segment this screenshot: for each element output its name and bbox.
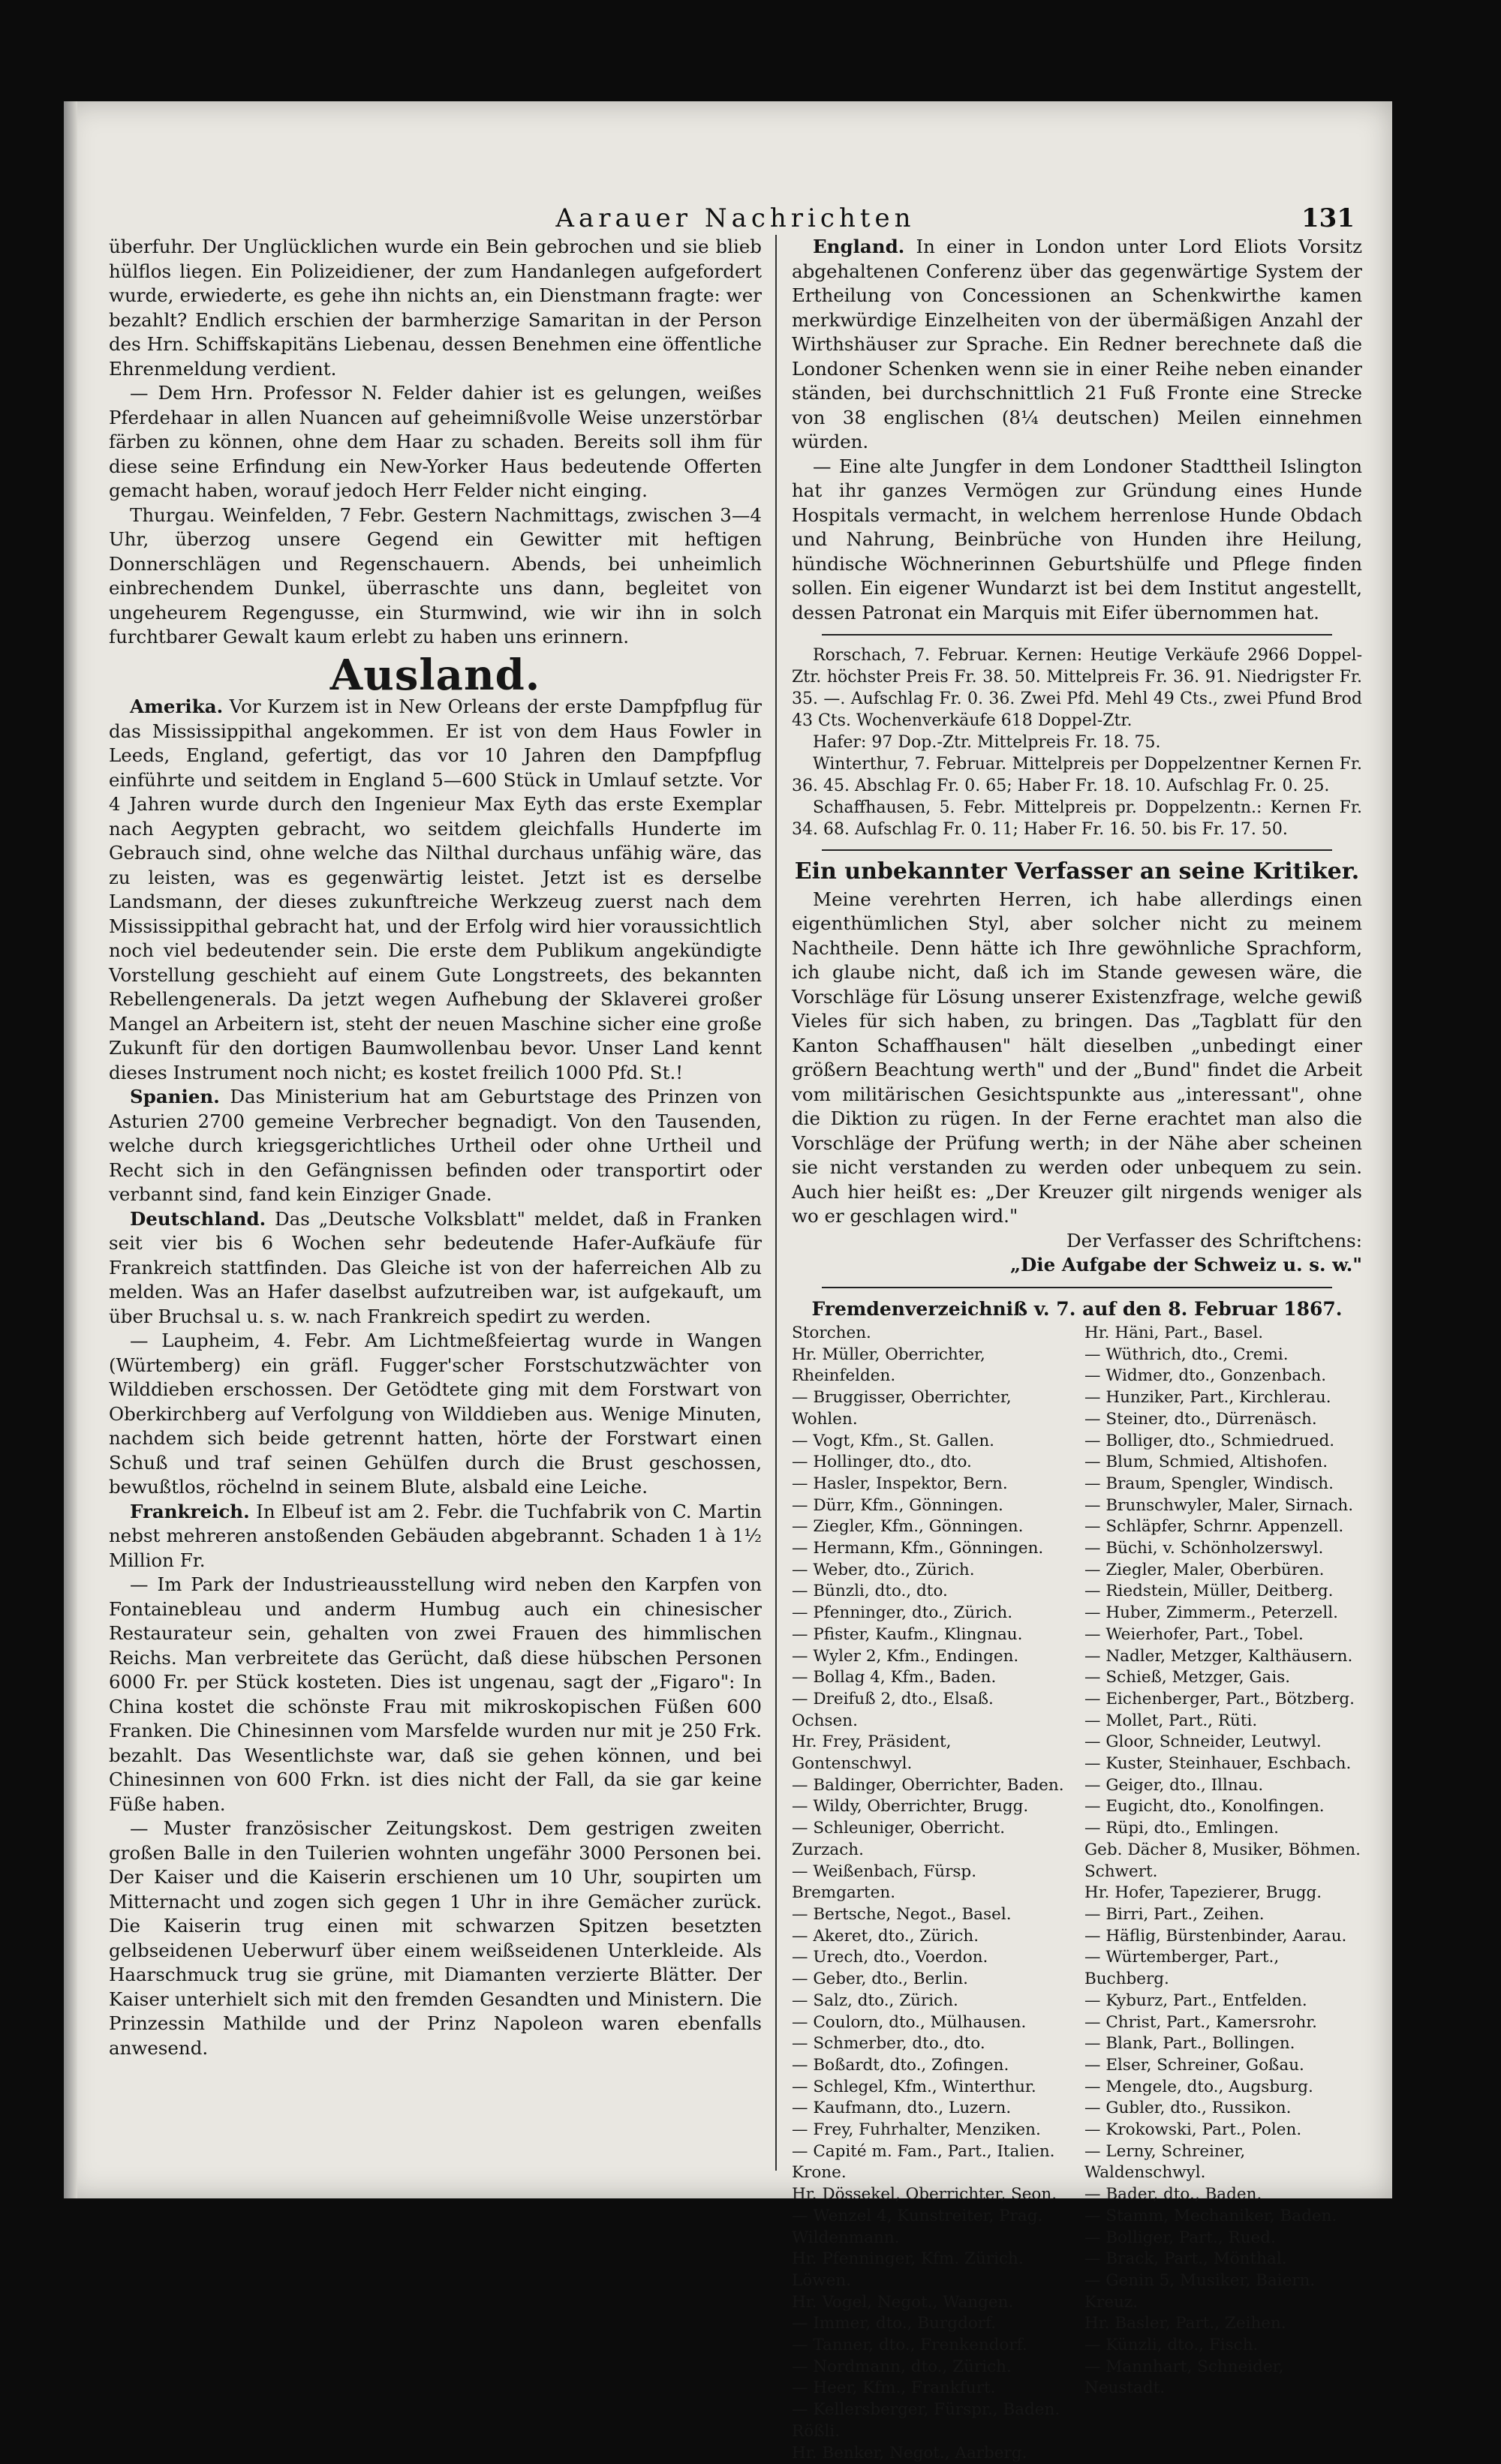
article-park: — Im Park der Industrieausstellung wird neben den Karpfen von Fontainebleau und anderm Humbug auch ein chinesischer Restaurateur sein, gehalten von zwei Frauen des himmlischen Reichs. Man verbreitete das Gerücht, daß diese hübschen Personen 6000 Fr. per Stück kosteten. Dies ist ungenau, sagt der „Figaro": In China kostet die schönste Frau mit mikroskopischen Füßen 600 Franken. Die Chinesinnen vom Marsfelde wurden nur mit je 250 Frk. bezahlt. Das Wesentlichste war, daß sie gehen können, und bei Chinesinnen von 600 Frkn. ist dies nicht der Fall, da sie gar keine Füße haben. xyxy=(109,1573,762,1815)
column-divider xyxy=(775,235,777,2171)
article-frankreich xyxy=(109,1500,762,1573)
section-heading-ausland: Ausland. xyxy=(329,650,541,700)
divider-rule xyxy=(822,634,1332,636)
fremden-list-left: Storchen. Hr. Müller, Oberrichter, Rheinfelden. — Bruggisser, Oberrichter, Wohlen. — Vogt, Kfm., St. Gallen. — Hollinger, dto., dto. — Hasler, Inspektor, Bern. — Dürr, Kfm., Gönningen. — Ziegler, Kfm., Gönningen. — Hermann, Kfm., Gönningen. — Weber, dto., Zürich. — Bünzli, dto., dto. — Pfenninger, dto., Zürich. — Pfister, Kaufm., Klingnau. — Wyler 2, Kfm., Endingen. — Bollag 4, Kfm., Baden. — Dreifuß 2, dto., Elsaß. Ochsen. Hr. Frey, Präsident, Gontenschwyl. — Baldinger, Oberrichter, Baden. — Wildy, Oberrichter, Brugg. — Schleuniger, Oberricht. Zurzach. — Weißenbach, Fürsp. Bremgarten. — Bertsche, Negot., Basel. — Akeret, dto., Zürich. — Urech, dto., Voerdon. — Geber, dto., Berlin. — Salz, dto., Zürich. — Coulorn, dto., Mülhausen. — Schmerber, dto., dto. — Boßardt, dto., Zofingen. — Schlegel, Kfm., Winterthur. — Kaufmann, dto., Luzern. — Frey, Fuhrhalter, Menziken. — Capité m. Fam., Part., Italien. Krone. Hr. Dössekel, Oberrichter, Seon. — Wenzel 4, Kunstreiter, Prag. Wildenmann. Hr. Pfenninger, Kfm. Zürich. Löwen. Hr. Vogel, Negot., Wangen. — Immer, dto., Burgdorf. — Tanner, dto., Frenkendorf. — Nordmann, dto., Zürich. — Heer, Kfm., Frankfurt. — Kellersberger, Fürspr., Baden. Rößli. Hr. Benker, Negot., Aarberg. xyxy=(792,1324,1064,2462)
article-accident-end: überfuhr. Der Unglücklichen wurde ein Bein gebrochen und sie blieb hülflos liegen. Ein Polizeidiener, der zum Handanlegen aufgefordert wurde, erwiederte, es gehe ihn nichts an, ein Dienstmann fragte: wer bezahlt? Endlich erschien der barmherzige Samaritan in der Person des Hrn. Schiffskapitäns Liebenau, dessen Benehmen eine öffentliche Ehrenmeldung verdient. xyxy=(109,236,762,380)
deutschland-lead: Deutschland. xyxy=(130,1207,266,1230)
fremden-list-right: Hr. Häni, Part., Basel. — Wüthrich, dto., Cremi. — Widmer, dto., Gonzenbach. — Hunziker, Part., Kirchlerau. — Steiner, dto., Dürrenäsch. — Bolliger, dto., Schmiedrued. — Blum, Schmied, Altishofen. — Braum, Spengler, Windisch. — Brunschwyler, Maler, Sirnach. — Schläpfer, Schrnr. Appenzell. — Büchi, v. Schönholzerswyl. — Ziegler, Maler, Oberbüren. — Riedstein, Müller, Deitberg. — Huber, Zimmerm., Peterzell. — Weierhofer, Part., Tobel. — Nadler, Metzger, Kalthäusern. — Schieß, Metzger, Gais. — Eichenberger, Part., Bötzberg. — Mollet, Part., Rüti. — Gloor, Schneider, Leutwyl. — Kuster, Steinhauer, Eschbach. — Geiger, dto., Illnau. — Eugicht, dto., Konolfingen. — Rüpi, dto., Emlingen. Geb. Dächer 8, Musiker, Böhmen. Schwert. Hr. Hofer, Tapezierer, Brugg. — Birri, Part., Zeihen. — Häflig, Bürstenbinder, Aarau. — Würtemberger, Part., Buchberg. — Kyburz, Part., Entfelden. — Christ, Part., Kamersrohr. — Blank, Part., Bollingen. — Elser, Schreiner, Goßau. — Mengele, dto., Augsburg. — Gubler, dto., Russikon. — Krokowski, Part., Polen. — Lerny, Schreiner, Waldenschwyl. — Bader, dto., Baden. — Stamm, Mechaniker, Baden. — Bolliger, Part., Rued. — Brack, Part., Mönthal. — Genin 5, Musiker, Baiern. Kreuz. Hr. Basler, Part., Zeihen. — Künzli, dto., Fisch. — Mannhart, Schneider, Neustadt. xyxy=(1084,1324,1361,2398)
article-deutschland xyxy=(109,1207,762,1330)
frankreich-text: In Elbeuf ist am 2. Febr. die Tuchfabrik von C. Martin nebst mehreren anstoßenden Gebäuden abgebrannt. Schaden 1 à 1½ Million Fr. xyxy=(109,1500,762,1571)
article-felder: — Dem Hrn. Professor N. Felder dahier ist es gelungen, weißes Pferdehaar in allen Nuancen auf geheimnißvolle Weise unzerstörbar färben zu können, ohne dem Haar zu schaden. Bereits soll ihm für diese seine Erfindung ein New-Yorker Haus bedeutende Offerten gemacht haben, worauf jedoch Herr Felder nicht einging. xyxy=(109,382,762,501)
england-text: In einer in London unter Lord Eliots Vorsitz abgehaltenen Conferenz über das gegenwärtige System der Ertheilung von Concessionen an Schenkwirthe kamen merkwürdige Einzelheiten von der übermäßigen Anzahl der Wirthshäuser zur Sprache. Ein Redner berechnete daß die Londoner Schenken wenn sie in einer Reihe neben einander ständen, bei durchschnittlich 21 Fuß Fronte eine Strecke von 38 englischen (8¼ deutschen) Meilen einnehmen würden. xyxy=(792,236,1362,452)
divider-rule xyxy=(822,849,1332,851)
page-number: 131 xyxy=(1301,203,1355,233)
article-thurgau: Thurgau. Weinfelden, 7 Febr. Gestern Nachmittags, zwischen 3—4 Uhr, überzog unsere Gegend ein Gewitter mit heftigen Donnerschlägen und Regenschauern. Abends, bei unheimlich einbrechendem Dunkel, überraschte uns dann, begleitet von ungeheurem Regengusse, ein Sturmwind, wie wir ihn in solch furchtbarer Gewalt kaum erlebt zu haben uns erinnern. xyxy=(109,503,762,648)
article-muster: — Muster französischer Zeitungskost. Dem gestrigen zweiten großen Balle in den Tuilerien wohnten ungefähr 3000 Personen bei. Der Kaiser und die Kaiserin erschienen um 10 Uhr, soupirten um Mitternacht und zogen sich gegen 1 Uhr in ihre Gemächer zurück. Die Kaiserin trug einen mit schwarzen Spitzen besetzten gelbseidenen Ueberwurf über einem weißseidenen Unterkleide. Als Haarschmuck trug sie grüne, mit Diamanten verzierte Blätter. Der Kaiser unterhielt sich mit den fremden Gesandten und Ministern. Die Prinzessin Mathilde und der Prinz Napoleon waren ebenfalls anwesend. xyxy=(109,1817,762,2059)
market-schaffhausen: Schaffhausen, 5. Febr. Mittelpreis pr. Doppelzentn.: Kernen Fr. 34. 68. Aufschlag Fr. 0. 11; Haber Fr. 16. 50. bis Fr. 17. 50. xyxy=(792,798,1362,839)
article-england xyxy=(792,235,1362,455)
newspaper-title: Aarauer Nachrichten xyxy=(555,203,916,233)
article-amerika xyxy=(109,695,762,1085)
letter-title: Ein unbekannter Verfasser an seine Kritiker. xyxy=(794,858,1360,885)
letter-body: Meine verehrten Herren, ich habe allerdings einen eigenthümlichen Styl, aber solcher nicht zu meinem Nachtheile. Denn hätte ich Ihre gewöhnliche Sprachform, ich glaube nicht, daß ich im Stande gewesen wäre, die Vorschläge für Lösung unserer Existenzfrage, welche gewiß Vieles für sich haben, zu bringen. Das „Tagblatt für den Kanton Schaffhausen" hält dieselben „unbedingt einer größern Beachtung werth" und der „Bund" findet die Arbeit vom militärischen Gesichtspunkte aus „interessant", ohne die Diktion zu rügen. In der Ferne erachtet man also die Vorschläge der Prüfung werth; in der Nähe aber scheinen sie nicht verstanden zu werden oder unbequem zu sein. Auch hier heißt es: „Der Kreuzer gilt nirgends weniger als wo er geschlagen wird." xyxy=(792,888,1362,1227)
frankreich-lead: Frankreich. xyxy=(130,1500,250,1522)
fremden-list xyxy=(792,1323,1362,2464)
article-spanien xyxy=(109,1085,762,1207)
deutschland-text: Das „Deutsche Volksblatt" meldet, daß in Franken seit vier bis 6 Wochen sehr bedeutende Hafer-Aufkäufe für Frankreich stattfinden. Das Gleiche ist von der haferreichen Alb zu melden. Was an Hafer daselbst aufzutreiben war, ist aufgekauft, um über Bruchsal u. s. w. nach Frankreich spedirt zu werden. xyxy=(109,1207,762,1327)
letter-signature: Der Verfasser des Schriftchens: xyxy=(1066,1229,1362,1252)
england-lead: England. xyxy=(813,236,905,257)
fremden-title: Fremdenverzeichniß v. 7. auf den 8. Februar 1867. xyxy=(811,1297,1343,1320)
page-header xyxy=(109,197,1362,235)
market-hafer: Hafer: 97 Dop.-Ztr. Mittelpreis Fr. 18. 75. xyxy=(813,733,1161,752)
article-laupheim: — Laupheim, 4. Febr. Am Lichtmeßfeiertag wurde in Wangen (Würtemberg) ein gräfl. Fugger'scher Forstschutzwächter von Wilddieben erschossen. Der Getödtete ging mit dem Forstwart von Oberkirchberg auf Verfolgung von Wilddieben aus. Wenige Minuten, nachdem sich beide getrennt hatten, hörte der Forstwart einen Schuß und traf seinen Gehülfen durch die Brust geschossen, bewußtlos, röchelnd in seinem Blute, alsbald eine Leiche. xyxy=(109,1330,762,1498)
spanien-lead: Spanien. xyxy=(130,1086,220,1107)
divider-rule xyxy=(822,1287,1332,1288)
market-winterthur: Winterthur, 7. Februar. Mittelpreis per Doppelzentner Kernen Fr. 36. 45. Abschlag Fr. 0. 65; Haber Fr. 18. 10. Aufschlag Fr. 0. 25. xyxy=(792,755,1362,795)
market-rorschach: Rorschach, 7. Februar. Kernen: Heutige Verkäufe 2966 Doppel-Ztr. höchster Preis Fr. 38. 50. Mittelpreis Fr. 36. 91. Niedrigster Fr. 35. —. Aufschlag Fr. 0. 36. Zwei Pfd. Mehl 49 Cts., zwei Pfund Brod 43 Cts. Wochenverkäufe 618 Doppel-Ztr. xyxy=(792,646,1362,730)
article-jungfer: — Eine alte Jungfer in dem Londoner Stadttheil Islington hat ihr ganzes Vermögen zur Gründung eines Hunde Hospitals vermacht, in welchem herrenlose Hunde Obdach und Nahrung, Beinbrüche von Hunden ihre Heilung, hündische Wöchnerinnen Geburtshülfe und Pflege finden sollen. Ein eigener Wundarzt ist bei dem Institut angestellt, dessen Patronat ein Marquis mit Eifer übernommen hat. xyxy=(792,455,1362,624)
spanien-text: Das Ministerium hat am Geburtstage des Prinzen von Asturien 2700 gemeine Verbrecher begnadigt. Von den Tausenden, welche durch kriegsgerichtliches Urtheil oder ohne Urtheil und Recht sich in den Gefängnissen befinden oder transportirt oder verbannt sind, fand kein Einziger Gnade. xyxy=(109,1086,762,1205)
left-column xyxy=(109,235,762,2186)
amerika-text: Vor Kurzem ist in New Orleans der erste Dampfpflug für das Mississippithal angekommen. Er ist von dem Haus Fowler in Leeds, England, gefertigt, das vor 10 Jahren den Dampfpflug einführte und seitdem in England 5—600 Stück in Umlauf setzte. Vor 4 Jahren wurde durch den Ingenieur Max Eyth das erste Exemplar nach Aegypten gebracht, wo seitdem gleichfalls Hunderte im Gebrauch sind, ohne welche das Nilthal durchaus unfähig wäre, das zu leisten, was es gegenwärtig leistet. Jetzt ist es derselbe Landsmann, der dieses zukunftreiche Werkzeug zuerst nach dem Mississippithal gebracht hat, und der Erfolg wird hier voraussichtlich noch viel bedeutender sein. Die erste dem Publikum angekündigte Vorstellung geschieht auf einem Gute Longstreets, des bekannten Rebellengenerals. Da jetzt wegen Aufhebung der Sklaverei großer Mangel an Arbeitern ist, steht der neuen Maschine sicher eine große Zukunft für den dortigen Baumwollenbau bevor. Unser Land kennt dieses Instrument noch nicht; es kostet freilich 1000 Pfd. St.! xyxy=(109,696,762,1083)
page-spine-shadow xyxy=(64,101,77,2198)
right-column xyxy=(792,235,1362,2462)
newspaper-page xyxy=(64,101,1392,2462)
amerika-lead: Amerika. xyxy=(130,696,224,717)
letter-signature-title: „Die Aufgabe der Schweiz u. s. w." xyxy=(1009,1254,1362,1276)
